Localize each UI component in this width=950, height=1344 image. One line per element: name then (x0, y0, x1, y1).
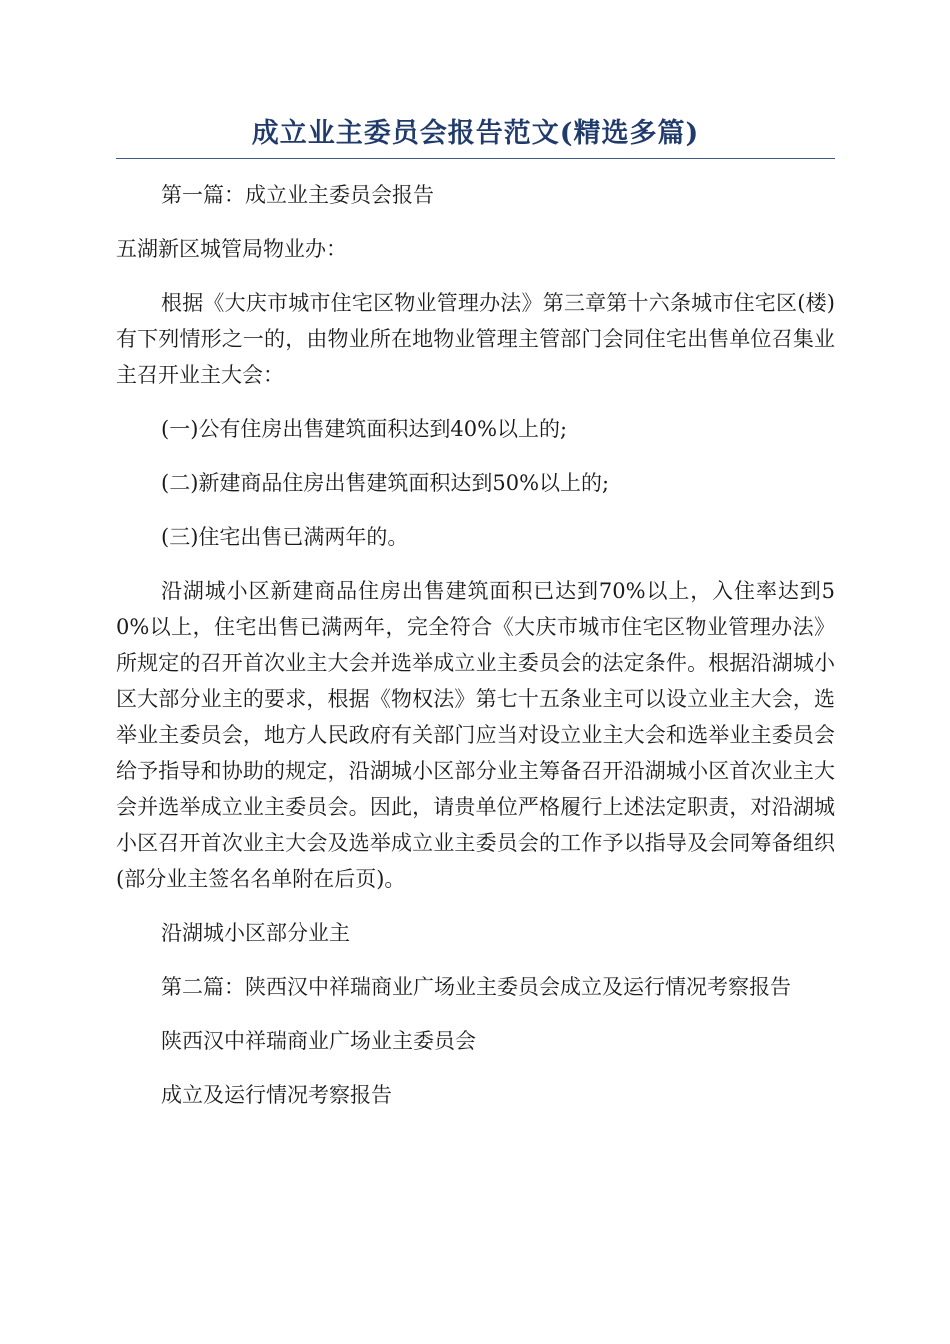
paragraph-10: 陕西汉中祥瑞商业广场业主委员会 (161, 1029, 476, 1053)
title-underline (116, 158, 835, 159)
paragraph-9: 第二篇：陕西汉中祥瑞商业广场业主委员会成立及运行情况考察报告 (161, 975, 791, 999)
paragraph-8: 沿湖城小区部分业主 (161, 921, 350, 945)
document-title: 成立业主委员会报告范文(精选多篇) (251, 118, 700, 149)
paragraph-7: 沿湖城小区新建商品住房出售建筑面积已达到70%以上，入住率达到50%以上，住宅出售已满两年，完全符合《大庆市城市住宅区物业管理办法》所规定的召开首次业主大会并选举成立业主委员会的法定条件。根据沿湖城小区大部分业主的要求，根据《物权法》第七十五条业主可以设立业主大会，选举业主委员会，地方人民政府有关部门应当对设立业主大会和选举业主委员会给予指导和协助的规定，沿湖城小区部分业主筹备召开沿湖城小区首次业主大会并选举成立业主委员会。因此，请贵单位严格履行上述法定职责，对沿湖城小区召开首次业主大会及选举成立业主委员会的工作予以指导及会同筹备组织(部分业主签名名单附在后页)。 (116, 579, 835, 891)
paragraph-4: (一)公有住房出售建筑面积达到40%以上的; (161, 417, 568, 441)
document-page (116, 110, 835, 1131)
paragraph-11: 成立及运行情况考察报告 (161, 1083, 392, 1107)
paragraph-5: (二)新建商品住房出售建筑面积达到50%以上的; (161, 471, 610, 495)
paragraph-3: 根据《大庆市城市住宅区物业管理办法》第三章第十六条城市住宅区(楼)有下列情形之一的，由物业所在地物业管理主管部门会同住宅出售单位召集业主召开业主大会： (116, 291, 835, 387)
paragraph-2: 五湖新区城管局物业办： (116, 237, 347, 261)
paragraph-6: (三)住宅出售已满两年的。 (161, 525, 409, 549)
paragraph-1: 第一篇：成立业主委员会报告 (161, 183, 434, 207)
